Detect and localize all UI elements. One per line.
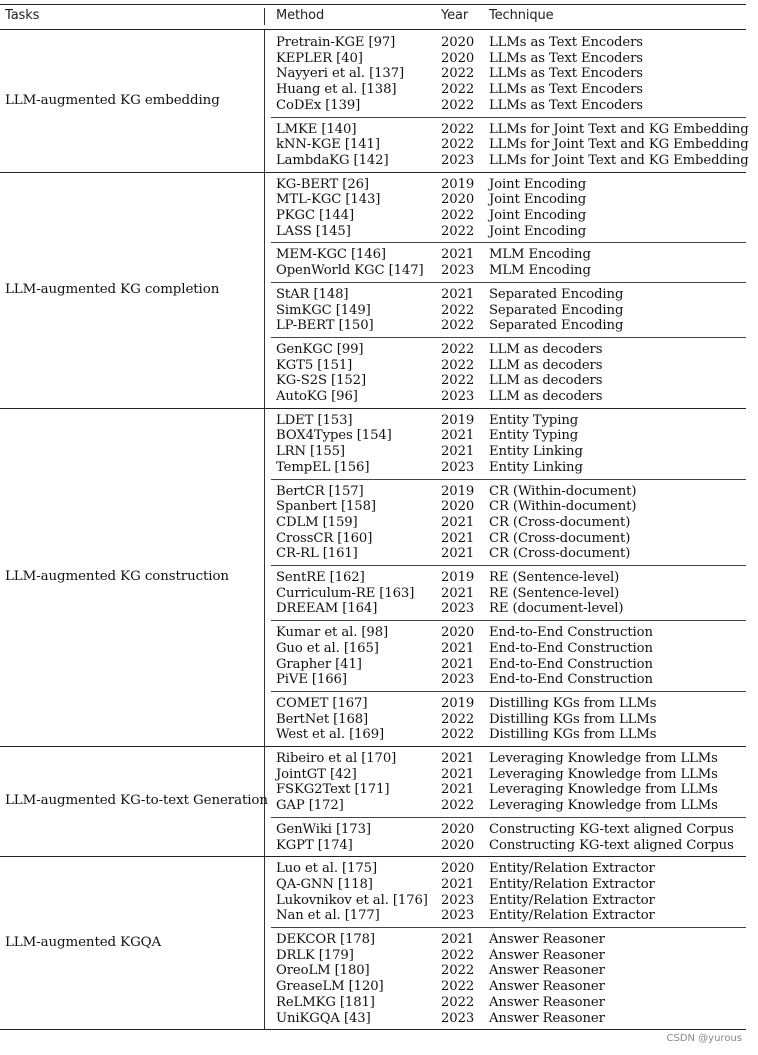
column-divider	[264, 30, 265, 172]
cell-method: Grapher [41]	[276, 656, 362, 672]
cell-technique: Entity/Relation Extractor	[489, 876, 655, 892]
cell-method: CrossCR [160]	[276, 530, 373, 546]
cell-technique: RE (Sentence-level)	[489, 570, 620, 585]
cell-year: 2022	[441, 208, 475, 223]
task-label: LLM-augmented KG embedding	[5, 92, 220, 108]
cell-year: 2020	[441, 50, 475, 66]
cell-year: 2022	[441, 357, 475, 373]
cell-year: 2022	[441, 66, 475, 82]
table-bottom-rule	[0, 1029, 746, 1030]
cell-technique: RE (Sentence-level)	[489, 585, 620, 601]
cell-year: 2020	[441, 837, 475, 853]
cell-technique: LLMs as Text Encoders	[489, 82, 643, 98]
cell-technique: Separated Encoding	[489, 286, 624, 302]
cell-method: UniKGQA [43]	[276, 1010, 371, 1026]
cell-method: Ribeiro et al [170]	[276, 751, 397, 766]
cell-method: ReLMKG [181]	[276, 994, 375, 1010]
cell-technique: LLM as decoders	[489, 373, 603, 389]
cell-method: Kumar et al. [98]	[276, 625, 389, 641]
cell-year: 2020	[441, 35, 475, 50]
cell-method: LASS [145]	[276, 223, 351, 239]
cell-technique: Joint Encoding	[489, 208, 587, 223]
cell-method: KGT5 [151]	[276, 357, 353, 373]
cell-year: 2022	[441, 121, 475, 137]
cell-year: 2021	[441, 640, 475, 656]
cell-method: DRLK [179]	[276, 947, 354, 963]
cell-technique: LLMs as Text Encoders	[489, 50, 643, 66]
cell-method: BertCR [157]	[276, 483, 364, 499]
cell-method: KEPLER [40]	[276, 50, 363, 66]
cell-technique: Entity Linking	[489, 444, 583, 460]
cell-method: GenKGC [99]	[276, 341, 364, 357]
cell-technique: LLM as decoders	[489, 357, 603, 373]
cell-year: 2020	[441, 192, 475, 208]
cell-technique: CR (Within-document)	[489, 499, 637, 515]
cell-year: 2021	[441, 751, 475, 766]
header-year: Year	[441, 8, 469, 23]
cell-technique: End-to-End Construction	[489, 640, 653, 656]
cell-year: 2023	[441, 263, 475, 279]
cell-year: 2022	[441, 711, 475, 727]
cell-technique: LLM as decoders	[489, 389, 603, 404]
column-divider	[264, 408, 265, 746]
cell-year: 2020	[441, 499, 475, 515]
cell-technique: Answer Reasoner	[489, 963, 605, 979]
cell-year: 2021	[441, 530, 475, 546]
cell-method: LDET [153]	[276, 412, 353, 428]
cell-method: QA-GNN [118]	[276, 876, 373, 892]
header-technique: Technique	[489, 8, 554, 23]
cell-year: 2022	[441, 82, 475, 98]
cell-method: LRN [155]	[276, 444, 345, 460]
cell-method: JointGT [42]	[276, 766, 357, 782]
cell-year: 2020	[441, 625, 475, 641]
group-divider	[271, 927, 746, 928]
cell-technique: LLMs as Text Encoders	[489, 66, 643, 82]
cell-technique: Entity Typing	[489, 428, 579, 444]
cell-technique: LLMs for Joint Text and KG Embedding	[489, 152, 749, 168]
cell-year: 2019	[441, 412, 475, 428]
group-divider	[271, 565, 746, 566]
cell-year: 2022	[441, 994, 475, 1010]
cell-technique: Answer Reasoner	[489, 979, 605, 995]
cell-year: 2021	[441, 766, 475, 782]
cell-technique: Entity Linking	[489, 459, 583, 475]
cell-year: 2019	[441, 483, 475, 499]
cell-method: LP-BERT [150]	[276, 318, 374, 334]
section-rule	[0, 408, 746, 409]
cell-year: 2022	[441, 947, 475, 963]
cell-method: Guo et al. [165]	[276, 640, 379, 656]
cell-method: GenWiki [173]	[276, 821, 371, 837]
cell-technique: Distilling KGs from LLMs	[489, 711, 657, 727]
cell-method: Nayyeri et al. [137]	[276, 66, 405, 82]
table-top-rule	[0, 4, 746, 5]
cell-year: 2022	[441, 373, 475, 389]
cell-method: DREEAM [164]	[276, 601, 378, 617]
cell-method: MEM-KGC [146]	[276, 247, 386, 263]
cell-year: 2023	[441, 892, 475, 908]
cell-method: GAP [172]	[276, 798, 344, 814]
cell-technique: Joint Encoding	[489, 223, 587, 239]
cell-method: AutoKG [96]	[276, 389, 358, 404]
cell-method: PKGC [144]	[276, 208, 355, 223]
cell-technique: Separated Encoding	[489, 318, 624, 334]
section-rule	[0, 172, 746, 173]
cell-year: 2021	[441, 428, 475, 444]
column-divider	[264, 172, 265, 408]
cell-year: 2021	[441, 656, 475, 672]
cell-year: 2019	[441, 176, 475, 192]
cell-year: 2022	[441, 727, 475, 743]
cell-technique: Leveraging Knowledge from LLMs	[489, 782, 718, 798]
cell-year: 2020	[441, 821, 475, 837]
cell-year: 2021	[441, 514, 475, 530]
cell-method: DEKCOR [178]	[276, 932, 375, 947]
cell-technique: Answer Reasoner	[489, 994, 605, 1010]
group-divider	[271, 117, 746, 118]
cell-technique: MLM Encoding	[489, 263, 591, 279]
cell-year: 2019	[441, 695, 475, 711]
cell-method: Lukovnikov et al. [176]	[276, 892, 428, 908]
cell-method: CR-RL [161]	[276, 546, 358, 562]
cell-method: BertNet [168]	[276, 711, 369, 727]
cell-year: 2023	[441, 389, 475, 404]
cell-technique: CR (Cross-document)	[489, 530, 631, 546]
cell-technique: Entity/Relation Extractor	[489, 861, 655, 877]
cell-year: 2023	[441, 1010, 475, 1026]
cell-technique: CR (Cross-document)	[489, 514, 631, 530]
cell-technique: Separated Encoding	[489, 302, 624, 318]
group-divider	[271, 242, 746, 243]
cell-technique: Answer Reasoner	[489, 1010, 605, 1026]
cell-method: SimKGC [149]	[276, 302, 371, 318]
cell-technique: Leveraging Knowledge from LLMs	[489, 751, 718, 766]
section-rule	[0, 856, 746, 857]
cell-method: West et al. [169]	[276, 727, 385, 743]
column-divider	[264, 856, 265, 1029]
cell-year: 2021	[441, 782, 475, 798]
cell-method: FSKG2Text [171]	[276, 782, 390, 798]
cell-method: LambdaKG [142]	[276, 152, 389, 168]
cell-method: CoDEx [139]	[276, 97, 361, 113]
cell-technique: Distilling KGs from LLMs	[489, 695, 657, 711]
cell-year: 2021	[441, 444, 475, 460]
task-label: LLM-augmented KG-to-text Generation	[5, 793, 268, 809]
group-divider	[271, 479, 746, 480]
cell-method: CDLM [159]	[276, 514, 358, 530]
cell-technique: End-to-End Construction	[489, 656, 653, 672]
cell-technique: CR (Within-document)	[489, 483, 637, 499]
cell-technique: End-to-End Construction	[489, 672, 653, 688]
task-label: LLM-augmented KGQA	[5, 934, 162, 950]
header-tasks: Tasks	[5, 8, 40, 23]
cell-technique: Answer Reasoner	[489, 947, 605, 963]
cell-technique: Constructing KG-text aligned Corpus	[489, 821, 734, 837]
cell-year: 2022	[441, 97, 475, 113]
cell-method: BOX4Types [154]	[276, 428, 392, 444]
cell-year: 2023	[441, 672, 475, 688]
cell-year: 2022	[441, 979, 475, 995]
cell-technique: Answer Reasoner	[489, 932, 605, 947]
group-divider	[271, 691, 746, 692]
section-rule	[0, 746, 746, 747]
cell-technique: CR (Cross-document)	[489, 546, 631, 562]
cell-technique: RE (document-level)	[489, 601, 624, 617]
cell-method: Nan et al. [177]	[276, 908, 380, 924]
cell-technique: LLM as decoders	[489, 341, 603, 357]
cell-year: 2022	[441, 318, 475, 334]
cell-year: 2023	[441, 152, 475, 168]
cell-year: 2021	[441, 286, 475, 302]
cell-year: 2023	[441, 908, 475, 924]
group-divider	[271, 620, 746, 621]
cell-year: 2021	[441, 546, 475, 562]
cell-year: 2022	[441, 798, 475, 814]
cell-year: 2023	[441, 459, 475, 475]
cell-method: LMKE [140]	[276, 121, 357, 137]
cell-technique: LLMs as Text Encoders	[489, 97, 643, 113]
cell-method: COMET [167]	[276, 695, 368, 711]
cell-year: 2021	[441, 247, 475, 263]
cell-technique: Entity Typing	[489, 412, 579, 428]
cell-technique: Constructing KG-text aligned Corpus	[489, 837, 734, 853]
cell-method: StAR [148]	[276, 286, 349, 302]
cell-method: GreaseLM [120]	[276, 979, 384, 995]
cell-year: 2021	[441, 876, 475, 892]
cell-technique: LLMs as Text Encoders	[489, 35, 643, 50]
cell-technique: Distilling KGs from LLMs	[489, 727, 657, 743]
cell-year: 2019	[441, 570, 475, 585]
cell-year: 2020	[441, 861, 475, 877]
group-divider	[271, 337, 746, 338]
cell-year: 2022	[441, 137, 475, 153]
cell-year: 2021	[441, 585, 475, 601]
cell-method: Luo et al. [175]	[276, 861, 378, 877]
cell-technique: Entity/Relation Extractor	[489, 908, 655, 924]
cell-method: kNN-KGE [141]	[276, 137, 380, 153]
cell-year: 2022	[441, 963, 475, 979]
header-method: Method	[276, 8, 325, 23]
cell-method: TempEL [156]	[276, 459, 370, 475]
cell-method: KG-BERT [26]	[276, 176, 369, 192]
group-divider	[271, 282, 746, 283]
cell-technique: Joint Encoding	[489, 192, 587, 208]
group-divider	[271, 817, 746, 818]
cell-year: 2022	[441, 341, 475, 357]
task-label: LLM-augmented KG construction	[5, 568, 229, 584]
cell-technique: MLM Encoding	[489, 247, 591, 263]
cell-year: 2022	[441, 223, 475, 239]
cell-method: Pretrain-KGE [97]	[276, 35, 396, 50]
cell-method: Curriculum-RE [163]	[276, 585, 415, 601]
cell-technique: LLMs for Joint Text and KG Embedding	[489, 121, 749, 137]
cell-technique: Entity/Relation Extractor	[489, 892, 655, 908]
cell-technique: Leveraging Knowledge from LLMs	[489, 766, 718, 782]
cell-method: OreoLM [180]	[276, 963, 370, 979]
cell-method: Spanbert [158]	[276, 499, 376, 515]
cell-method: SentRE [162]	[276, 570, 365, 585]
cell-year: 2021	[441, 932, 475, 947]
header-rule	[0, 29, 746, 30]
header-column-divider	[264, 8, 265, 25]
task-label: LLM-augmented KG completion	[5, 281, 220, 297]
cell-technique: Leveraging Knowledge from LLMs	[489, 798, 718, 814]
cell-method: Huang et al. [138]	[276, 82, 397, 98]
cell-method: PiVE [166]	[276, 672, 347, 688]
cell-year: 2022	[441, 302, 475, 318]
cell-technique: End-to-End Construction	[489, 625, 653, 641]
watermark: CSDN @yurous	[666, 1033, 742, 1044]
cell-method: OpenWorld KGC [147]	[276, 263, 424, 279]
cell-method: MTL-KGC [143]	[276, 192, 381, 208]
cell-technique: LLMs for Joint Text and KG Embedding	[489, 137, 749, 153]
cell-method: KG-S2S [152]	[276, 373, 366, 389]
cell-method: KGPT [174]	[276, 837, 353, 853]
cell-year: 2023	[441, 601, 475, 617]
cell-technique: Joint Encoding	[489, 176, 587, 192]
